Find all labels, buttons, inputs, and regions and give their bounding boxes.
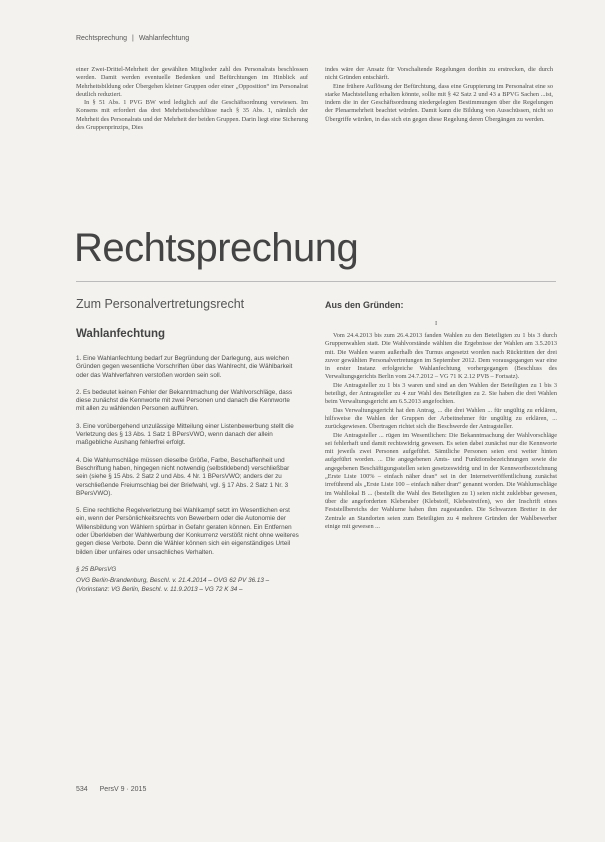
reasons-heading: Aus den Gründen:	[325, 300, 404, 310]
running-head-topic: Wahlanfechtung	[138, 35, 190, 42]
headnotes	[76, 355, 300, 594]
paragraph: Die Antragsteller ... rügen im Wesentlichen: Die Bekanntmachung der Wahlvorschläge sei fehlerhaft und damit rechtswidrig gewesen. Es seien dabei zunächst nur die Kennworte mit jeweils zwei Personen aufgeführt. Sämtliche Personen seien erst weiter hinten aufgeführt worden. ... Die angegebenen Amts- und Funktionsbezeichnungen sowie die angegebenen Beschäftigungsstellen seien gesetzeswidrig und in der Kennwortbezeichnung „Erste Liste 100% – einfach näher dran“ sei in der Internetveröffentlichung zunächst irreführend als „Erste Liste 100 – einfach näher dran“ genannt worden. Die Wahlumschläge im Wahllokal B ... (bestellt die Wahl des Beteiligten zu 1) seien nicht zuklebbar gewesen, über die angeforderten Kleberaber (Klebstoff, Klebestreifen), wo der Inschrift eines Feststellbereichs der Wahlurne haben ihm zugestanden. Die Schwarzen Bretter in der Zentrale an Standorten seien zum Beteiligten zu 4 mehrere Gründen der Wahlbewerber einige mit gewesen ...	[325, 431, 557, 530]
page-number: 534	[76, 786, 88, 793]
continued-text-right	[325, 66, 553, 124]
headnote: 3. Eine vorübergehend unzulässige Mitteilung einer Listenbewerbung stellt die Verletzung des § 13 Abs. 1 Satz 1 BPersVWO, wenn danach der allein maßgebliche Aushang fehlerfrei erfolgt.	[76, 422, 294, 447]
headnote: 2. Es bedeutet keinen Fehler der Bekanntmachung der Wahlvorschläge, dass diese zunächst die Kennworte mit zwei Personen und danach die Kennworte mit allen zu wählenden Personen aufführen.	[76, 388, 293, 413]
headnote: 5. Eine rechtliche Regelverletzung bei Wahlkampf setzt im Wesentlichen erst ein, wenn der Persönlichkeitsrechts von Bewerbern oder die Autonomie der Willensbildung von Wählern spürbar in Gefahr geraten können. Ein Entfernen oder Überkleben der Wahlwerbung der Konkurrenz verstößt nicht ohne weiteres gegen diese Verbote. Denn die Wähler können sich ein eigenständiges Urteil bilden über unfaires oder unsachliches Verhalten.	[76, 507, 299, 556]
continued-text-left	[76, 66, 308, 132]
paragraph: Vom 24.4.2013 bis zum 26.4.2013 fanden Wahlen zu den Beteiligten zu 1 bis 3 durch Gruppenwahlen statt. Die Wahlvorstände wählten die Ergebnisse der Wahlen am 3.5.2013 mit. Die Wahlen waren außerhalb des Turnus angesetzt worden nach Rücktritten der drei zuvor gewählten Personalvertretungen im September 2012. Dem vorausgegangen war eine in erster Instanz erfolgreiche Wahlanfechtung vorhergegangen (Beschluss des Verwaltungsgerichts Berlin vom 24.7.2012 – VG 71 K 2.12 PVB – Fortsatz).	[325, 332, 557, 381]
paragraph: In § 51 Abs. 1 PVG BW wird lediglich auf die Geschäftsordnung verwiesen. Im Konsens mit erfordert das drei Mehrheitsbeschlüsse nach § 35 Abs. 1, nämlich der Mehrheit des Personalrats und der Mehrheit der beiden Gruppen. Darin liegt eine Sicherung des Gruppenprinzips, Dies	[76, 99, 308, 132]
journal-issue: PersV 9 · 2015	[99, 786, 147, 793]
section-title: Rechtsprechung	[74, 226, 359, 270]
headnote: 1. Eine Wahlanfechtung bedarf zur Begründung der Darlegung, aus welchen Gründen gegen wesentliche Vorschriften über das Wahlrecht, die Wählbarkeit oder das Wahlverfahren verstoßen worden sein soll.	[76, 355, 293, 379]
court-citation: OVG Berlin-Brandenburg, Beschl. v. 21.4.2014 – OVG 62 PV 36.13 – (Vorinstanz: VG Berlin, Beschl. v. 11.9.2013 – VG 72 K 34 –	[76, 577, 270, 593]
paragraph: Das Verwaltungsgericht hat den Antrag, ... die drei Wahlen ... für ungültig zu erklären, hilfsweise die Wahlen der Gruppen der Arbeitnehmer für ungültig zu erklären, ... zurückgewiesen. Übertragen richtet sich die Beschwerde der Antragsteller.	[325, 406, 557, 431]
headnote: 4. Die Wahlumschläge müssen dieselbe Größe, Farbe, Beschaffenheit und Beschriftung haben, hingegen nicht notwendig (selbstklebend) verschließbar sein (siehe § 15 Abs. 2 Satz 2 und Abs. 4 Nr. 1 BPersVWO; anders der zu verschließende Freiumschlag bei der Briefwahl, vgl. § 17 Abs. 2 Satz 1 Nr. 3 BPersVWO).	[76, 456, 290, 497]
title-divider	[76, 281, 556, 282]
paragraph: einer Zwei-Drittel-Mehrheit der gewählten Mitglieder zahl des Personalrats beschlossen werden. Damit werden eventuelle Bedenken und Befürchtungen im Hinblick auf Mehrheitsbildung oder Übergehen kleiner Gruppen oder einer „Opposition“ im Personalrat deutlich reduziert.	[76, 66, 308, 98]
paragraph: Die Antragsteller zu 1 bis 3 waren und sind an den Wahlen der Beteiligten zu 1 bis 3 beteiligt, der Antragsteller zu 4 zur Wahl des Beteiligten zu 2. Sie haben die drei Wahlen beim Verwaltungsgericht am 6.5.2013 angefochten.	[325, 381, 557, 406]
paragraph: Eine frühere Auflösung der Befürchtung, dass eine Gruppierung im Personalrat eine so starke Machtstellung erhalten könnte, sollte mit § 42 Satz 2 und 43 a BPVG Sachen ...ist, indem die in der Geschäftsordnung niedergelegten Bestimmungen über die Regelungen der Plenarmehrheit beachtet würden. Damit kann die Bildung von Ausschüssen, nicht so Übergriffe würden, in das sich ein gegen diese Regelung deren Übergängen zu werden.	[325, 82, 553, 123]
paragraph: indes wäre der Ansatz für Vorschaltende Regelungen dorthin zu erstrecken, die durch nicht Gründen entschärft.	[325, 66, 553, 82]
running-head-separator: |	[131, 35, 134, 42]
running-head-section: Rechtsprechung	[76, 35, 127, 42]
statute-reference: § 25 BPersVG	[76, 565, 117, 573]
roman-numeral: I	[435, 320, 438, 327]
page-footer	[76, 786, 146, 793]
article-heading: Wahlanfechtung	[76, 328, 166, 340]
section-subtitle: Zum Personalvertretungsrecht	[76, 297, 245, 311]
running-head	[76, 35, 189, 42]
reasons-text	[325, 332, 557, 531]
